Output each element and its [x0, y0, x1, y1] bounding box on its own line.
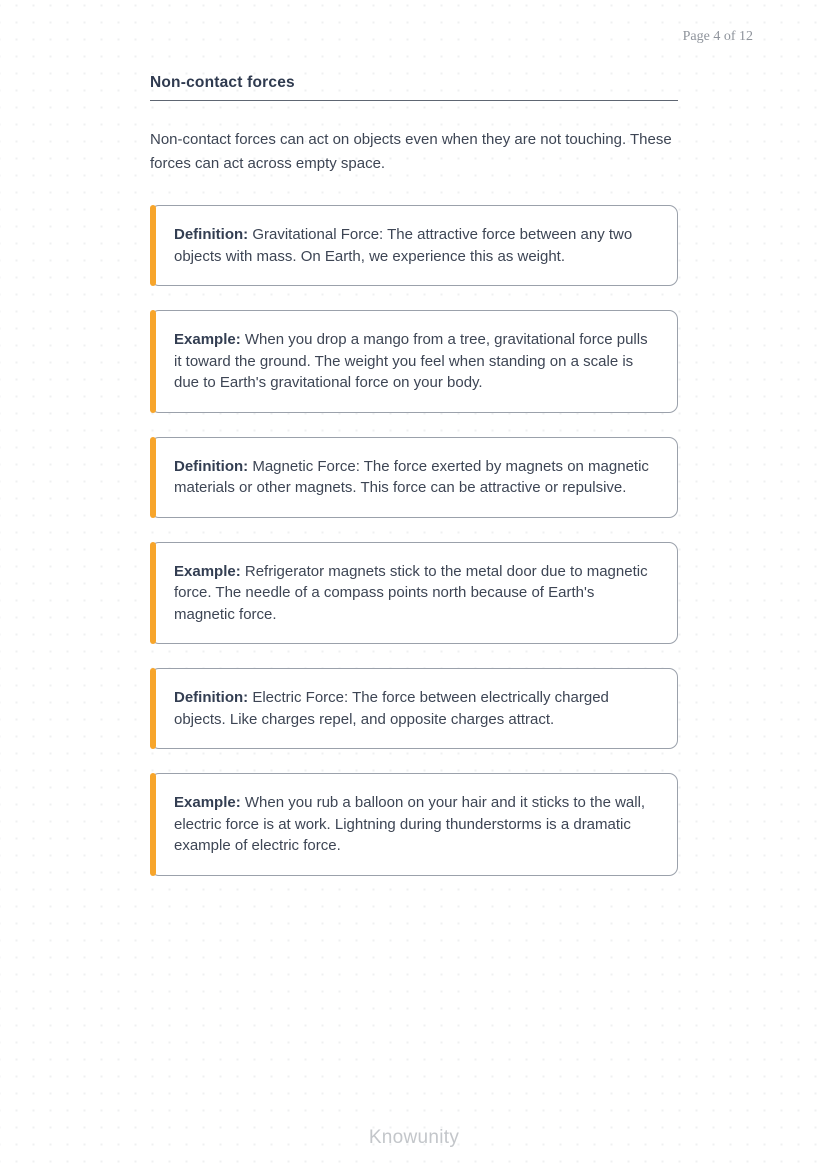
callout-text: Electric Force: The force between electrically charged objects. Like charges repel, and opposite charges attract.	[174, 689, 609, 728]
callout-label: Example:	[174, 794, 241, 811]
page-indicator: Page 4 of 12	[682, 29, 753, 44]
heading-divider	[150, 100, 678, 101]
callout-label: Example:	[174, 331, 241, 348]
callout-text: When you drop a mango from a tree, gravitational force pulls it toward the ground. The weight you feel when standing on a scale is due to Earth's gravitational force on your body.	[174, 331, 648, 391]
callout-label: Definition:	[174, 457, 249, 475]
definition-box-magnetic	[150, 437, 678, 518]
footer-brand-logo: Knowunity	[368, 1127, 460, 1148]
example-box-electric	[150, 773, 678, 876]
example-box-gravitational	[150, 310, 678, 413]
callout-text: Gravitational Force: The attractive force between any two objects with mass. On Earth, we experience this as weight.	[174, 226, 633, 265]
document-content	[150, 74, 678, 900]
callout-text: Magnetic Force: The force exerted by magnets on magnetic materials or other magnets. This force can be attractive or repulsive.	[174, 457, 649, 496]
section-heading: Non-contact forces	[150, 74, 295, 91]
callout-text: Refrigerator magnets stick to the metal door due to magnetic force. The needle of a compass points north because of Earth's magnetic force.	[174, 562, 648, 623]
definition-box-gravitational	[150, 205, 678, 286]
intro-paragraph: Non-contact forces can act on objects even when they are not touching. These forces can act across empty space.	[150, 131, 672, 172]
callout-label: Definition:	[174, 226, 249, 243]
callout-label: Definition:	[174, 689, 249, 706]
example-box-magnetic	[150, 542, 678, 645]
callout-text: When you rub a balloon on your hair and it sticks to the wall, electric force is at work. Lightning during thunderstorms is a dramatic example of electric force.	[174, 794, 646, 854]
definition-box-electric	[150, 668, 678, 749]
callout-label: Example:	[174, 562, 241, 580]
